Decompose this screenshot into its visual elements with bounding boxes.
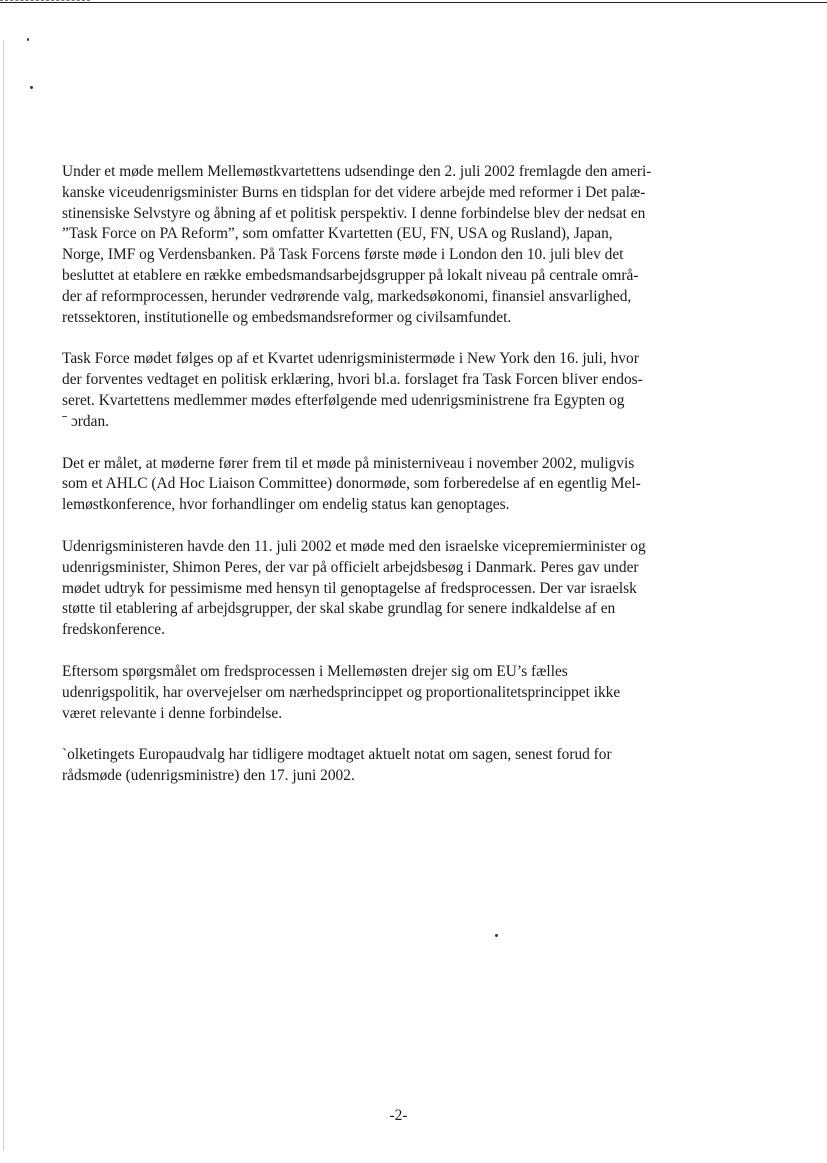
top-edge-dash: [0, 0, 90, 1]
paragraph-peres-meeting: Udenrigsministeren havde den 11. juli 2002 et møde med den israelske vicepremierminister og udenrigsminister, Shimon Peres, der var på officielt arbejdsbesøg i Danmark. Peres gav under mødet udtryk for pessimisme med hensyn til genoptagelse af fredsprocessen. Der var israelsk støtte til etablering af arbejdsgrupper, der skal skabe grundlag for senere indkaldelse af en fredskonference.: [62, 537, 646, 639]
left-scan-edge: [3, 40, 4, 1150]
scan-speck: [30, 86, 33, 89]
scan-speck: [27, 38, 29, 41]
paragraph-ministerial-goal: Det er målet, at møderne fører frem til et møde på ministerniveau i november 2002, muligvis som et AHLC (Ad Hoc Liaison Committee) donormøde, som forberedelse af en egentlig Mel- lemøstkonference, hvor forhandlinger om endelig status kan genoptages.: [62, 454, 641, 514]
paragraph-task-force-followup: Task Force mødet følges op af et Kvartet udenrigsministermøde i New York den 16. juli, hvor der forventes vedtaget en politisk erklæring, hvori bl.a. forslaget fra Task Forcen bliver endos- seret. Kvartettens medlemmer mødes efterfølgende med udenrigsministrene fra Egypten og ˉ ɔrdan.: [62, 350, 643, 430]
scan-speck: [495, 934, 498, 937]
paragraph-mideast-quartet: Under et møde mellem Mellemøstkvartettens udsendinge den 2. juli 2002 fremlagde den ameri- kanske viceudenrigsminister Burns en tidsplan for det videre arbejde med reformer i Det palæ- stinensiske Selvstyre og åbning af et politisk perspektiv. I denne forbindelse blev der nedsat en ”Task Force on PA Reform”, som omfatter Kvartetten (EU, FN, USA og Rusland), Japan, Norge, IMF og Verdensbanken. På Task Forcens første møde i London den 10. juli blev det besluttet at etablere en række embedsmandsarbejdsgrupper på lokalt niveau på centrale områ- der af reformprocessen, herunder vedrørende valg, markedsøkonomi, finansiel ansvarlighed, retssektoren, institutionelle og embedsmandsreformer og civilsamfundet.: [62, 163, 652, 326]
top-edge-rule: [0, 2, 827, 3]
paragraph-subsidiarity: Eftersom spørgsmålet om fredsprocessen i Mellemøsten drejer sig om EU’s fælles udenrigspolitik, har overvejelser om nærhedsprincippet og proportionalitetsprincippet ikke været relevante i denne forbindelse.: [62, 662, 621, 722]
document-body: [62, 162, 732, 808]
paragraph-europe-committee: ˋolketingets Europaudvalg har tidligere modtaget aktuelt notat om sagen, senest forud for rådsmøde (udenrigsministre) den 17. juni 2002.: [62, 746, 612, 785]
page-number: -2-: [389, 1107, 408, 1124]
